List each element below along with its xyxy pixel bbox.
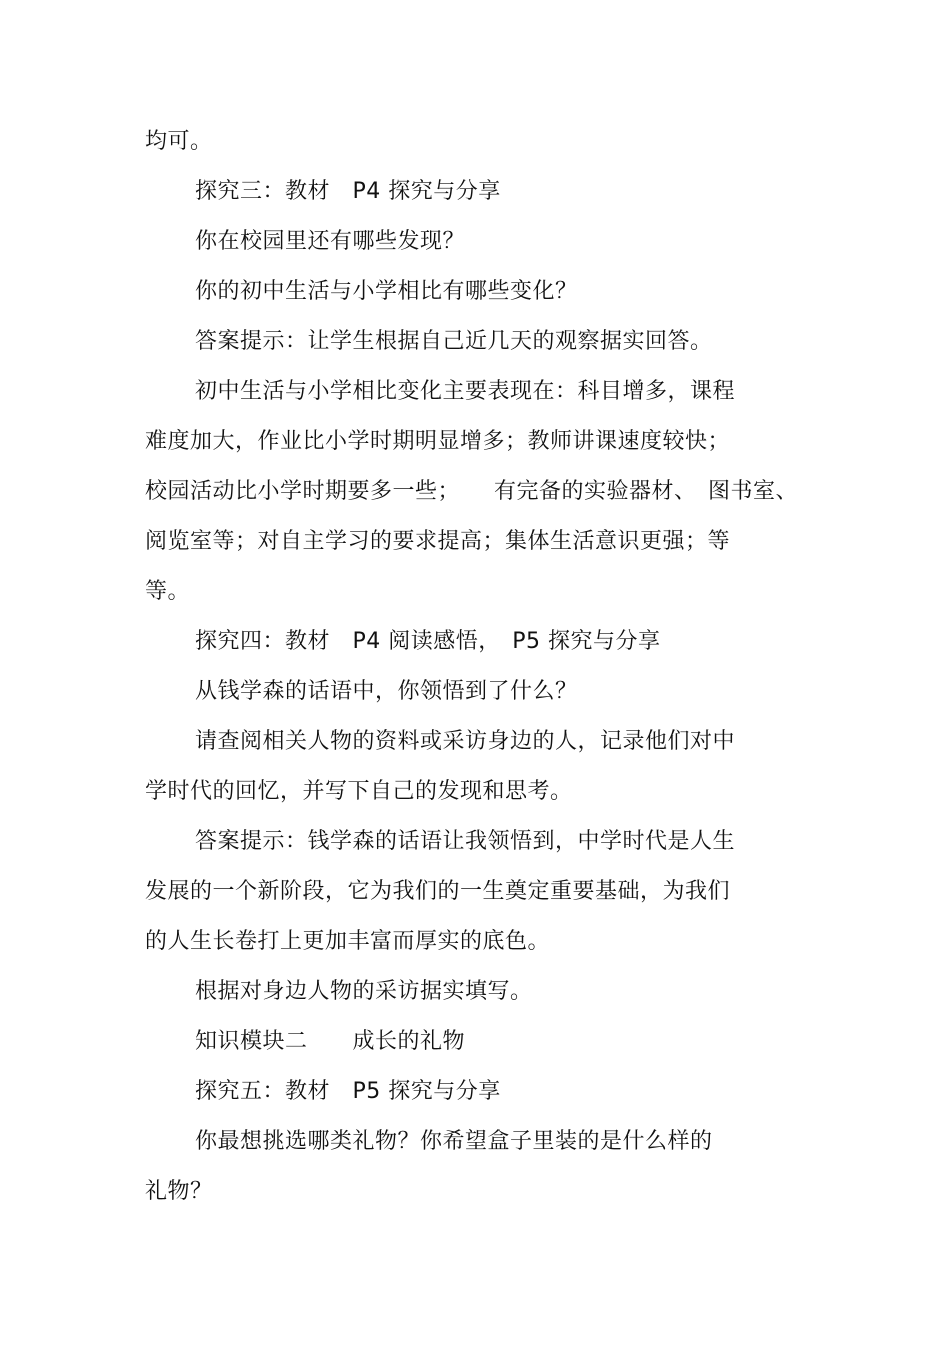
paragraph-line: 根据对身边人物的采访据实填写。 xyxy=(195,979,533,1004)
paragraph-line: 阅览室等；对自主学习的要求提高；集体生活意识更强；等 xyxy=(145,529,731,554)
paragraph-line: 初中生活与小学相比变化主要表现在：科目增多，课程 xyxy=(195,379,736,404)
paragraph-line: 等。 xyxy=(145,579,191,604)
paragraph-line: 学时代的回忆，并写下自己的发现和思考。 xyxy=(145,779,573,804)
question-line: 从钱学森的话语中，你领悟到了什么？ xyxy=(195,679,578,704)
section-heading: 探究四：教材 P4 阅读感悟， P5 探究与分享 xyxy=(195,629,661,654)
paragraph-line: 校园活动比小学时期要多一些； 有完备的实验器材、 图书室、 xyxy=(145,479,799,504)
paragraph-line: 发展的一个新阶段，它为我们的一生奠定重要基础，为我们 xyxy=(145,879,731,904)
question-line: 礼物？ xyxy=(145,1179,213,1204)
paragraph-line: 均可。 xyxy=(145,129,213,154)
module-heading: 知识模块二 成长的礼物 xyxy=(195,1029,466,1054)
section-heading: 探究三：教材 P4 探究与分享 xyxy=(195,179,501,204)
paragraph-line: 请查阅相关人物的资料或采访身边的人，记录他们对中 xyxy=(195,729,736,754)
paragraph-line: 难度加大，作业比小学时期明显增多；教师讲课速度较快； xyxy=(145,429,731,454)
question-line: 你的初中生活与小学相比有哪些变化？ xyxy=(195,279,578,304)
paragraph-line: 的人生长卷打上更加丰富而厚实的底色。 xyxy=(145,929,551,954)
question-line: 你在校园里还有哪些发现？ xyxy=(195,229,466,254)
answer-hint-line: 答案提示：钱学森的话语让我领悟到，中学时代是人生 xyxy=(195,829,736,854)
question-line: 你最想挑选哪类礼物？你希望盒子里装的是什么样的 xyxy=(195,1129,713,1154)
section-heading: 探究五：教材 P5 探究与分享 xyxy=(195,1079,501,1104)
answer-hint-line: 答案提示：让学生根据自己近几天的观察据实回答。 xyxy=(195,329,713,354)
